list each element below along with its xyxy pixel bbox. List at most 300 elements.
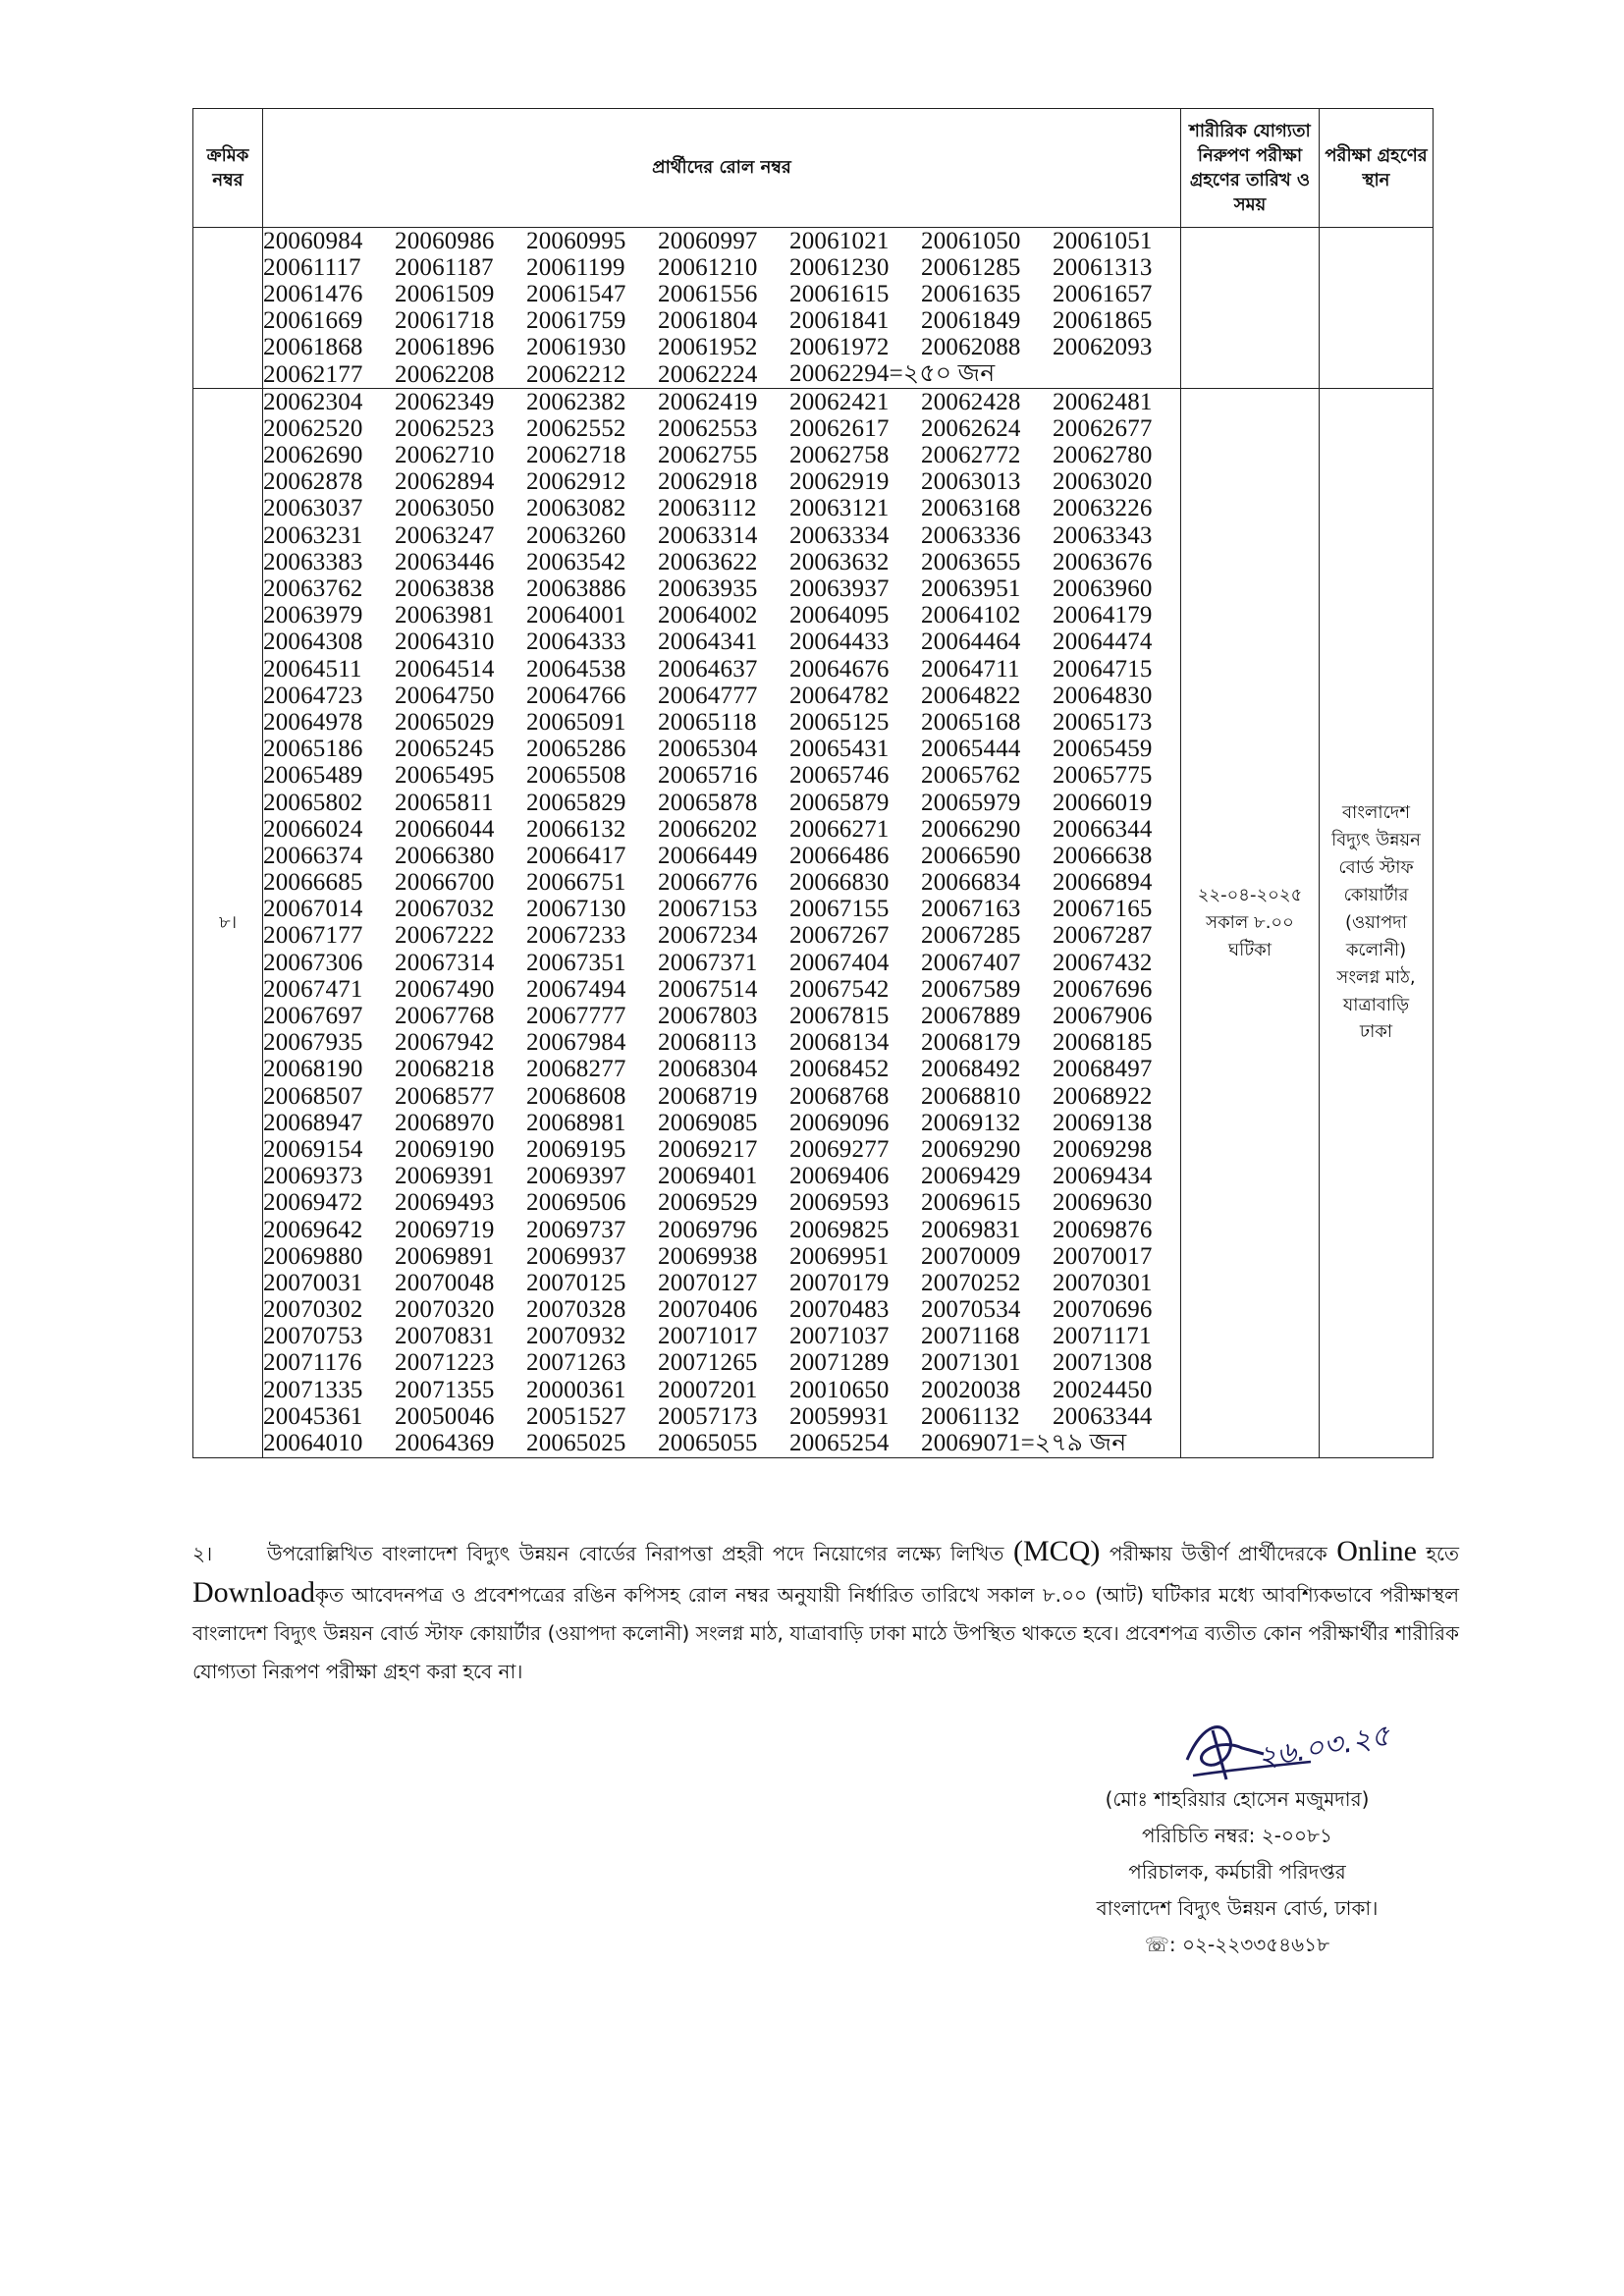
roll-row xyxy=(263,923,1180,950)
signature-date: ২৬.০৩.২৫ xyxy=(1255,1718,1393,1776)
signature-block xyxy=(1021,1781,1453,1963)
roll-number: 20067803 xyxy=(658,1003,758,1030)
roll-number: 20067014 xyxy=(263,896,363,923)
roll-number: 20068768 xyxy=(789,1082,890,1110)
roll-number: 20062382 xyxy=(526,388,626,415)
roll-number: 20062878 xyxy=(263,468,363,496)
roll-number: 20067514 xyxy=(658,975,758,1003)
roll-number: 20065444 xyxy=(921,736,1021,763)
roll-number: 20066344 xyxy=(1053,815,1153,843)
roll-number: 20070009 xyxy=(921,1242,1021,1270)
roll-number: 20065489 xyxy=(263,762,363,790)
roll-number: 20069373 xyxy=(263,1163,363,1190)
roll-row xyxy=(263,1057,1180,1083)
roll-number: 20067285 xyxy=(921,922,1021,950)
header-place: পরীক্ষা গ্রহণের স্থান xyxy=(1320,109,1434,228)
roll-number: 20068277 xyxy=(526,1056,626,1083)
roll-number: 20071037 xyxy=(789,1323,890,1350)
roll-number: 20069529 xyxy=(658,1189,758,1217)
date-line: সকাল ৮.০০ xyxy=(1206,911,1294,933)
roll-number: 20063632 xyxy=(789,548,890,575)
roll-row xyxy=(263,603,1180,629)
roll-number: 20000361 xyxy=(526,1376,626,1403)
roll-number: 20061210 xyxy=(658,253,758,281)
roll-number: 20069615 xyxy=(921,1189,1021,1217)
roll-number: 20066024 xyxy=(263,815,363,843)
roll-number: 20069493 xyxy=(395,1189,495,1217)
roll-number: 20024450 xyxy=(1053,1376,1153,1403)
roll-number: 20069880 xyxy=(263,1242,363,1270)
roll-number: 20064830 xyxy=(1053,682,1153,709)
roll-number: 20069937 xyxy=(526,1242,626,1270)
roll-number: 20069593 xyxy=(789,1189,890,1217)
roll-number: 20070031 xyxy=(263,1269,363,1296)
roll-number: 20062919 xyxy=(789,468,890,496)
roll-number: 20061230 xyxy=(789,253,890,281)
roll-number: 20064777 xyxy=(658,682,758,709)
date-cell-group-2 xyxy=(1181,389,1320,1458)
roll-number: 20065254 xyxy=(789,1430,890,1457)
roll-number: 20061841 xyxy=(789,307,890,335)
roll-number: 20063838 xyxy=(395,575,495,603)
note-mcq: (MCQ) xyxy=(1012,1535,1101,1567)
roll-number: 20062294=২৫০ জন xyxy=(789,360,996,388)
roll-row xyxy=(263,1243,1180,1270)
roll-number: 20068113 xyxy=(658,1029,757,1057)
roll-number: 20065495 xyxy=(395,762,495,790)
roll-number: 20069138 xyxy=(1053,1109,1153,1136)
roll-number: 20065508 xyxy=(526,762,626,790)
roll-number: 20010650 xyxy=(789,1376,890,1403)
roll-row xyxy=(263,1003,1180,1029)
roll-number: 20065173 xyxy=(1053,708,1153,736)
roll-number: 20066751 xyxy=(526,869,626,897)
roll-number: 20069737 xyxy=(526,1216,626,1243)
roll-number: 20066486 xyxy=(789,842,890,869)
roll-number: 20071265 xyxy=(658,1349,758,1377)
signatory-organization: বাংলাদেশ বিদ্যুৎ উন্নয়ন বোর্ড, ঢাকা। xyxy=(1096,1896,1379,1920)
roll-number: 20066830 xyxy=(789,869,890,897)
roll-number: 20064310 xyxy=(395,629,495,656)
roll-number: 20071289 xyxy=(789,1349,890,1377)
roll-number: 20063260 xyxy=(526,521,626,549)
roll-number: 20065762 xyxy=(921,762,1021,790)
roll-row xyxy=(263,843,1180,869)
roll-row xyxy=(263,763,1180,790)
roll-number: 20067696 xyxy=(1053,975,1153,1003)
roll-number: 20062523 xyxy=(395,414,495,442)
roll-row xyxy=(263,469,1180,496)
roll-number: 20071017 xyxy=(658,1323,758,1350)
roll-row xyxy=(263,361,1180,388)
roll-row xyxy=(263,1217,1180,1243)
roll-number: 20062912 xyxy=(526,468,626,496)
roll-number: 20071335 xyxy=(263,1376,363,1403)
roll-number: 20064464 xyxy=(921,629,1021,656)
roll-row xyxy=(263,443,1180,469)
roll-number: 20064341 xyxy=(658,629,758,656)
roll-number: 20063037 xyxy=(263,495,363,522)
roll-number: 20061187 xyxy=(395,253,494,281)
roll-number: 20064711 xyxy=(921,655,1020,683)
roll-number: 20061615 xyxy=(789,280,890,307)
roll-number: 20070406 xyxy=(658,1296,758,1324)
roll-number: 20007201 xyxy=(658,1376,758,1403)
roll-number: 20069290 xyxy=(921,1135,1021,1163)
roll-number: 20063226 xyxy=(1053,495,1153,522)
roll-number: 20068179 xyxy=(921,1029,1021,1057)
roll-row xyxy=(263,522,1180,549)
roll-number: 20068981 xyxy=(526,1109,626,1136)
roll-number: 20062894 xyxy=(395,468,495,496)
roll-number: 20069217 xyxy=(658,1135,758,1163)
roll-number: 20067815 xyxy=(789,1003,890,1030)
roll-number: 20063082 xyxy=(526,495,626,522)
roll-number: 20062772 xyxy=(921,442,1021,469)
serial-cell-group-2: ৮। xyxy=(193,389,263,1458)
venue-line: যাত্রাবাড়ি xyxy=(1342,994,1410,1015)
roll-number: 20062208 xyxy=(395,360,495,388)
roll-number: 20063314 xyxy=(658,521,758,549)
roll-number: 20070125 xyxy=(526,1269,626,1296)
roll-number: 20061051 xyxy=(1053,227,1153,254)
roll-number: 20061868 xyxy=(263,334,363,361)
roll-number: 20069825 xyxy=(789,1216,890,1243)
roll-row xyxy=(263,656,1180,683)
roll-number: 20061657 xyxy=(1053,280,1153,307)
roll-number: 20067432 xyxy=(1053,949,1153,976)
roll-row xyxy=(263,1377,1180,1403)
signatory-phone: ☏: ০২-২২৩৩৫৪৬১৮ xyxy=(1144,1933,1330,1956)
roll-number: 20066590 xyxy=(921,842,1021,869)
roll-number: 20069429 xyxy=(921,1163,1021,1190)
signatory-name: (মোঃ শাহরিয়ার হোসেন মজুমদার) xyxy=(1105,1787,1370,1811)
roll-number: 20020038 xyxy=(921,1376,1021,1403)
roll-list-group-2 xyxy=(263,389,1180,1457)
roll-number: 20068492 xyxy=(921,1056,1021,1083)
roll-number: 20064474 xyxy=(1053,629,1153,656)
roll-number: 20069938 xyxy=(658,1242,758,1270)
roll-number: 20068497 xyxy=(1053,1056,1153,1083)
roll-number: 20066380 xyxy=(395,842,495,869)
roll-number: 20061476 xyxy=(263,280,363,307)
roll-number: 20065186 xyxy=(263,736,363,763)
roll-number: 20067177 xyxy=(263,922,363,950)
roll-number: 20069434 xyxy=(1053,1163,1153,1190)
roll-row xyxy=(263,950,1180,976)
roll-number: 20069132 xyxy=(921,1109,1021,1136)
venue-line: সংলগ্ন মাঠ, xyxy=(1336,966,1416,988)
rolls-cell-group-1 xyxy=(263,228,1181,389)
roll-number: 20066700 xyxy=(395,869,495,897)
roll-number: 20069195 xyxy=(526,1135,626,1163)
roll-number: 20060984 xyxy=(263,227,363,254)
roll-number: 20064333 xyxy=(526,629,626,656)
roll-number: 20069406 xyxy=(789,1163,890,1190)
roll-number: 20066417 xyxy=(526,842,626,869)
roll-row xyxy=(263,1083,1180,1110)
roll-number: 20065879 xyxy=(789,789,890,816)
roll-number: 20064782 xyxy=(789,682,890,709)
signatory-designation: পরিচালক, কর্মচারী পরিদপ্তর xyxy=(1128,1860,1346,1884)
roll-number: 20057173 xyxy=(658,1402,758,1430)
roll-number: 20063762 xyxy=(263,575,363,603)
roll-number: 20063542 xyxy=(526,548,626,575)
roll-number: 20061759 xyxy=(526,307,626,335)
roll-number: 20063979 xyxy=(263,602,363,629)
roll-number: 20066834 xyxy=(921,869,1021,897)
roll-number: 20070301 xyxy=(1053,1269,1153,1296)
roll-number: 20068577 xyxy=(395,1082,495,1110)
roll-number: 20061313 xyxy=(1053,253,1153,281)
roll-number: 20065878 xyxy=(658,789,758,816)
roll-number: 20063655 xyxy=(921,548,1021,575)
roll-number: 20062617 xyxy=(789,414,890,442)
roll-number: 20066202 xyxy=(658,815,758,843)
roll-number: 20070483 xyxy=(789,1296,890,1324)
table-header-row xyxy=(193,109,1434,228)
roll-number: 20070831 xyxy=(395,1323,495,1350)
roll-number: 20066894 xyxy=(1053,869,1153,897)
roll-number: 20063168 xyxy=(921,495,1021,522)
roll-number: 20065025 xyxy=(526,1430,626,1457)
roll-number: 20067155 xyxy=(789,896,890,923)
roll-number: 20069401 xyxy=(658,1163,758,1190)
roll-number: 20063446 xyxy=(395,548,495,575)
roll-number: 20066374 xyxy=(263,842,363,869)
roll-row xyxy=(263,1297,1180,1324)
roll-number: 20067287 xyxy=(1053,922,1153,950)
roll-number: 20062553 xyxy=(658,414,758,442)
roll-number: 20061635 xyxy=(921,280,1021,307)
roll-number: 20050046 xyxy=(395,1402,495,1430)
roll-number: 20069391 xyxy=(395,1163,495,1190)
roll-number: 20062304 xyxy=(263,388,363,415)
roll-number: 20067984 xyxy=(526,1029,626,1057)
roll-row xyxy=(263,1136,1180,1163)
roll-number: 20063013 xyxy=(921,468,1021,496)
roll-number: 20065125 xyxy=(789,708,890,736)
roll-number: 20068922 xyxy=(1053,1082,1153,1110)
roll-number: 20063935 xyxy=(658,575,758,603)
roll-number: 20064822 xyxy=(921,682,1021,709)
roll-number: 20067494 xyxy=(526,975,626,1003)
roll-number: 20069397 xyxy=(526,1163,626,1190)
venue-line: (ওয়াপদা xyxy=(1345,911,1407,933)
roll-number: 20065286 xyxy=(526,736,626,763)
roll-number: 20063050 xyxy=(395,495,495,522)
roll-number: 20066290 xyxy=(921,815,1021,843)
roll-number: 20067404 xyxy=(789,949,890,976)
roll-row xyxy=(263,709,1180,736)
roll-number: 20069154 xyxy=(263,1135,363,1163)
roll-number: 20064001 xyxy=(526,602,626,629)
roll-number: 20069831 xyxy=(921,1216,1021,1243)
roll-number: 20070017 xyxy=(1053,1242,1153,1270)
roll-number: 20060995 xyxy=(526,227,626,254)
roll-number: 20067163 xyxy=(921,896,1021,923)
roll-row xyxy=(263,1190,1180,1217)
roll-number: 20067777 xyxy=(526,1003,626,1030)
roll-number: 20064433 xyxy=(789,629,890,656)
roll-number: 20061547 xyxy=(526,280,626,307)
roll-number: 20067306 xyxy=(263,949,363,976)
roll-number: 20071263 xyxy=(526,1349,626,1377)
roll-number: 20061556 xyxy=(658,280,758,307)
roll-row xyxy=(263,976,1180,1003)
roll-number: 20062755 xyxy=(658,442,758,469)
roll-number: 20061804 xyxy=(658,307,758,335)
roll-number: 20051527 xyxy=(526,1402,626,1430)
roll-row xyxy=(263,1430,1180,1456)
roll-number: 20069298 xyxy=(1053,1135,1153,1163)
roll-number: 20064750 xyxy=(395,682,495,709)
roll-number: 20070534 xyxy=(921,1296,1021,1324)
roll-number: 20062552 xyxy=(526,414,626,442)
roll-row xyxy=(263,389,1180,415)
roll-number: 20067371 xyxy=(658,949,758,976)
place-cell-group-2 xyxy=(1320,389,1434,1458)
roll-number: 20060997 xyxy=(658,227,758,254)
date-line: ঘটিকা xyxy=(1228,939,1272,960)
roll-number: 20064514 xyxy=(395,655,495,683)
roll-row xyxy=(263,549,1180,575)
roll-number: 20065029 xyxy=(395,708,495,736)
roll-number: 20068304 xyxy=(658,1056,758,1083)
roll-number: 20065431 xyxy=(789,736,890,763)
roll-number: 20062677 xyxy=(1053,414,1153,442)
venue-line: কলোনী) xyxy=(1345,939,1407,960)
roll-number: 20065459 xyxy=(1053,736,1153,763)
roll-number: 20062758 xyxy=(789,442,890,469)
roll-number: 20069951 xyxy=(789,1242,890,1270)
roll-number: 20069085 xyxy=(658,1109,758,1136)
roll-row xyxy=(263,575,1180,602)
roll-number: 20064010 xyxy=(263,1430,363,1457)
roll-number: 20068190 xyxy=(263,1056,363,1083)
venue-line: বাংলাদেশ xyxy=(1342,802,1410,824)
roll-number: 20065168 xyxy=(921,708,1021,736)
note-text-1: উপরোল্লিখিত বাংলাদেশ বিদ্যুৎ উন্নয়ন বোর্ডের নিরাপত্তা প্রহরী পদে নিয়োগের লক্ষ্যে লিখিত xyxy=(267,1542,1004,1565)
roll-number: 20062419 xyxy=(658,388,758,415)
roll-row xyxy=(263,1324,1180,1350)
roll-number: 20065118 xyxy=(658,708,757,736)
date-cell-group-1 xyxy=(1181,228,1320,389)
place-cell-group-1 xyxy=(1320,228,1434,389)
roll-number: 20063383 xyxy=(263,548,363,575)
roll-number: 20067542 xyxy=(789,975,890,1003)
roll-number: 20067407 xyxy=(921,949,1021,976)
roll-number: 20062421 xyxy=(789,388,890,415)
roll-number: 20066776 xyxy=(658,869,758,897)
roll-number: 20062481 xyxy=(1053,388,1153,415)
roll-row xyxy=(263,629,1180,656)
roll-row xyxy=(263,335,1180,361)
roll-row xyxy=(263,281,1180,307)
roll-number: 20067032 xyxy=(395,896,495,923)
handwritten-signature xyxy=(1173,1711,1399,1789)
roll-number: 20063334 xyxy=(789,521,890,549)
roll-number: 20067889 xyxy=(921,1003,1021,1030)
roll-number: 20071168 xyxy=(921,1323,1020,1350)
roll-number: 20067314 xyxy=(395,949,495,976)
roll-number: 20065716 xyxy=(658,762,758,790)
roll-number: 20069506 xyxy=(526,1189,626,1217)
rolls-cell-group-2 xyxy=(263,389,1181,1458)
roll-number: 20061132 xyxy=(921,1402,1020,1430)
note-online: Online xyxy=(1336,1535,1417,1567)
paragraph-number: ২। xyxy=(192,1542,213,1565)
note-text-2: পরীক্ষায় উত্তীর্ণ প্রার্থীদেরকে xyxy=(1109,1542,1327,1565)
roll-number: 20063886 xyxy=(526,575,626,603)
roll-number: 20069719 xyxy=(395,1216,495,1243)
roll-number: 20071301 xyxy=(921,1349,1021,1377)
roll-number: 20064637 xyxy=(658,655,758,683)
roll-number: 20061199 xyxy=(526,253,625,281)
roll-number: 20062918 xyxy=(658,468,758,496)
roll-number: 20070127 xyxy=(658,1269,758,1296)
roll-number: 20068970 xyxy=(395,1109,495,1136)
roll-number: 20064369 xyxy=(395,1430,495,1457)
roll-number: 20063676 xyxy=(1053,548,1153,575)
roll-number: 20065091 xyxy=(526,708,626,736)
roll-row xyxy=(263,790,1180,816)
roll-number: 20070179 xyxy=(789,1269,890,1296)
roll-number: 20062428 xyxy=(921,388,1021,415)
roll-number: 20065746 xyxy=(789,762,890,790)
roll-number: 20069096 xyxy=(789,1109,890,1136)
roll-number: 20068452 xyxy=(789,1056,890,1083)
roll-number: 20067130 xyxy=(526,896,626,923)
roll-number: 20066271 xyxy=(789,815,890,843)
roll-number: 20062690 xyxy=(263,442,363,469)
roll-number: 20071223 xyxy=(395,1349,495,1377)
roll-number: 20067351 xyxy=(526,949,626,976)
roll-number: 20064538 xyxy=(526,655,626,683)
roll-number: 20062093 xyxy=(1053,334,1153,361)
roll-number: 20071355 xyxy=(395,1376,495,1403)
roll-number: 20067267 xyxy=(789,922,890,950)
roll-row xyxy=(263,897,1180,923)
roll-number: 20062780 xyxy=(1053,442,1153,469)
roll-number: 20069630 xyxy=(1053,1189,1153,1217)
roll-number: 20063336 xyxy=(921,521,1021,549)
roll-number: 20067153 xyxy=(658,896,758,923)
roll-number: 20062177 xyxy=(263,360,363,388)
roll-number: 20063112 xyxy=(658,495,757,522)
exam-date-time xyxy=(1181,882,1319,964)
roll-number: 20064308 xyxy=(263,629,363,656)
roll-number: 20067234 xyxy=(658,922,758,950)
roll-number: 20061972 xyxy=(789,334,890,361)
roll-row xyxy=(263,1164,1180,1190)
exam-venue xyxy=(1320,799,1433,1046)
signatory-id: পরিচিতি নম্বর: ২-০০৮১ xyxy=(1142,1824,1332,1847)
roll-number: 20064102 xyxy=(921,602,1021,629)
roll-number: 20064002 xyxy=(658,602,758,629)
roll-number: 20066019 xyxy=(1053,789,1153,816)
roll-number: 20063343 xyxy=(1053,521,1153,549)
roll-number: 20065055 xyxy=(658,1430,758,1457)
roll-number: 20067471 xyxy=(263,975,363,1003)
roll-number: 20063937 xyxy=(789,575,890,603)
roll-row xyxy=(263,737,1180,763)
roll-number: 20070328 xyxy=(526,1296,626,1324)
roll-row xyxy=(263,1270,1180,1296)
roll-number: 20061050 xyxy=(921,227,1021,254)
note-text-4: কৃত আবেদনপত্র ও প্রবেশপত্রের রঙিন কপিসহ রোল নম্বর অনুযায়ী নির্ধারিত তারিখে সকাল ৮.০০ (আট) ঘটিকার মধ্যে আবশ্যিকভাবে পরীক্ষাস্থল বাংলাদেশ বিদ্যুৎ উন্নয়ন বোর্ড স্টাফ কোয়ার্টার (ওয়াপদা কলোনী) সংলগ্ন মাঠ, যাত্রাবাড়ি ঢাকা মাঠে উপস্থিত থাকতে হবে। প্রবেশপত্র ব্যতীত কোন পরীক্ষার্থীর শারীরিক যোগ্যতা নিরূপণ পরীক্ষা গ্রহণ করা হবে না। xyxy=(192,1583,1459,1683)
roll-number: 20067222 xyxy=(395,922,495,950)
